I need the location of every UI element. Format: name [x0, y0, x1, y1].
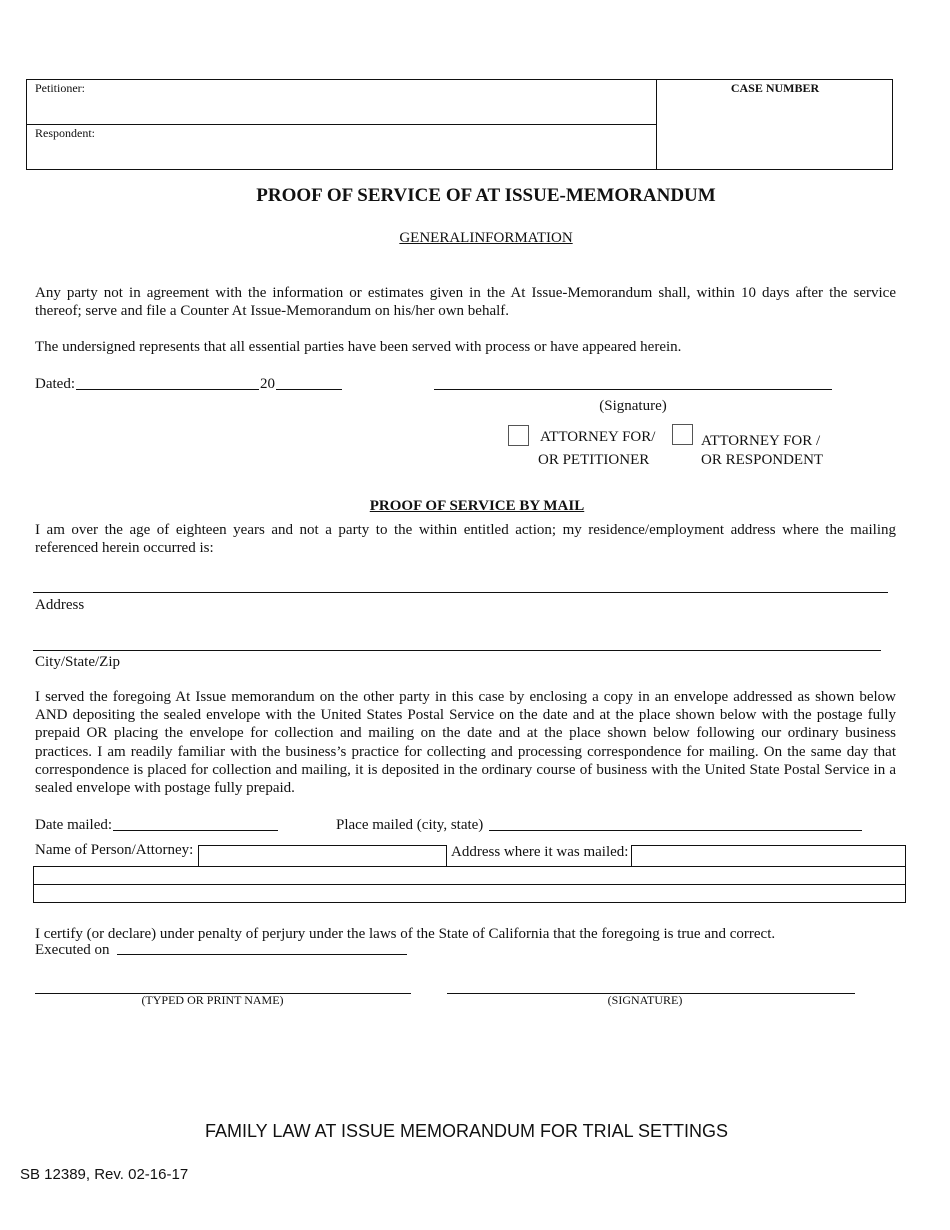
- attorney-signature-line[interactable]: [434, 389, 832, 390]
- person-attorney-label: Name of Person/Attorney:: [35, 842, 194, 858]
- address-mailed-field[interactable]: [631, 845, 906, 867]
- respondent-label: Respondent:: [35, 126, 95, 140]
- signature-caption: (SIGNATURE): [607, 993, 683, 1007]
- attorney-respondent-line2: OR RESPONDENT: [701, 452, 824, 468]
- place-mailed-line[interactable]: [489, 830, 862, 831]
- certify-statement: I certify (or declare) under penalty of perjury under the laws of the State of California that the foregoing is true and correct.: [35, 926, 776, 942]
- mailing-row-2[interactable]: [33, 884, 906, 903]
- general-para-2: The undersigned represents that all essential parties have been served with process or have appeared herein.: [35, 339, 682, 355]
- general-para-1: Any party not in agreement with the information or estimates given in the At Issue-Memorandum shall, within 10 days after the service thereof; serve and file a Counter At Issue-Memorandum on his/her own behalf.: [35, 285, 896, 320]
- date-mailed-label: Date mailed:: [35, 817, 113, 833]
- table-divider: [446, 845, 447, 867]
- petitioner-field[interactable]: [30, 96, 650, 122]
- page-title: PROOF OF SERVICE OF AT ISSUE-MEMORANDUM: [256, 185, 716, 206]
- date-mailed-line[interactable]: [113, 830, 278, 831]
- executed-on-label: Executed on: [35, 942, 110, 958]
- form-number: SB 12389, Rev. 02-16-17: [20, 1166, 189, 1183]
- address-label: Address: [35, 597, 85, 613]
- mailing-row-1[interactable]: [33, 866, 906, 885]
- case-number-field[interactable]: [662, 100, 888, 166]
- city-state-zip-line[interactable]: [33, 650, 881, 651]
- general-info-heading: GENERALINFORMATION: [399, 230, 573, 246]
- caption-divider: [26, 124, 657, 125]
- mail-heading: PROOF OF SERVICE BY MAIL: [369, 498, 585, 514]
- person-attorney-field[interactable]: [198, 845, 447, 867]
- attorney-petitioner-line1: ATTORNEY FOR/: [540, 429, 656, 445]
- place-mailed-label: Place mailed (city, state): [336, 817, 484, 833]
- attorney-petitioner-line2: OR PETITIONER: [538, 452, 650, 468]
- footer-title: FAMILY LAW AT ISSUE MEMORANDUM FOR TRIAL SETTINGS: [204, 1121, 729, 1141]
- dated-year-prefix: 20: [260, 376, 275, 392]
- mail-para-2: I served the foregoing At Issue memorandum on the other party in this case by enclosing a copy in an envelope addressed as shown below AND depositing the sealed envelope with the United States Postal Service on the date and at the place shown below with the postage fully prepaid OR placing the envelope for collection and mailing on the date and at the place shown below following our ordinary business practices. I am readily familiar with the business’s practice for collecting and processing correspondence for mailing. On the same day that correspondence is placed for collection and mailing, it is deposited in the ordinary course of business with the United State Postal Service in a sealed envelope with postage fully prepaid.: [35, 689, 896, 797]
- respondent-field[interactable]: [30, 141, 650, 167]
- address-line[interactable]: [33, 592, 888, 593]
- case-number-label: CASE NUMBER: [730, 81, 820, 95]
- dated-label: Dated:: [35, 376, 75, 392]
- attorney-respondent-line1: ATTORNEY FOR /: [701, 433, 821, 449]
- attorney-for-petitioner-checkbox[interactable]: [508, 425, 529, 446]
- petitioner-label: Petitioner:: [35, 81, 85, 95]
- city-state-zip-label: City/State/Zip: [35, 654, 120, 670]
- mail-para-1: I am over the age of eighteen years and not a party to the within entitled action; my residence/employment address where the mailing referenced herein occurred is:: [35, 522, 896, 557]
- attorney-for-respondent-checkbox[interactable]: [672, 424, 693, 445]
- dated-year-line[interactable]: [276, 389, 342, 390]
- executed-on-line[interactable]: [117, 954, 407, 955]
- typed-name-caption: (TYPED OR PRINT NAME): [141, 993, 284, 1007]
- address-mailed-label: Address where it was mailed:: [451, 844, 629, 860]
- signature-label: (Signature): [599, 398, 667, 414]
- dated-line[interactable]: [76, 389, 259, 390]
